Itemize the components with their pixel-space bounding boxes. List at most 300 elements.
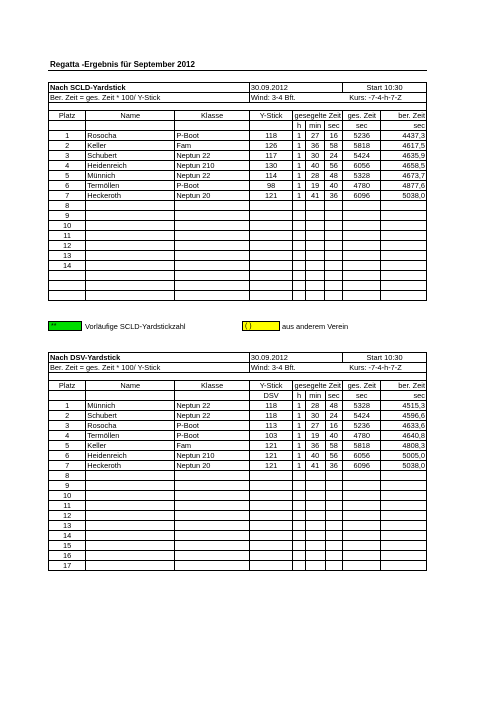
col-header-klasse: Klasse	[175, 381, 250, 391]
cell-klasse	[175, 251, 250, 261]
cell-ges-zeit	[343, 241, 381, 251]
cell-sec: 36	[325, 191, 343, 201]
cell-h	[293, 211, 305, 221]
cell-ber-zeit	[381, 251, 427, 261]
cell-sec	[325, 511, 343, 521]
cell-ber-zeit: 4617,5	[381, 141, 427, 151]
cell-klasse: Neptun 22	[175, 401, 250, 411]
cell-ges-zeit	[343, 291, 381, 301]
cell-platz: 4	[49, 161, 86, 171]
table-heading-row	[49, 353, 427, 363]
cell-sec	[325, 201, 343, 211]
cell-ges-zeit: 5236	[343, 131, 381, 141]
formula-text: Ber. Zeit = ges. Zeit * 100/ Y-Stick	[49, 363, 250, 373]
cell-ystick: 98	[249, 181, 292, 191]
cell-h	[293, 471, 305, 481]
cell-min: 27	[305, 421, 325, 431]
cell-min	[305, 491, 325, 501]
cell-h	[293, 541, 305, 551]
cell-klasse	[175, 491, 250, 501]
cell-ber-zeit	[381, 531, 427, 541]
table-row	[49, 431, 427, 441]
cell-ber-zeit: 5038,0	[381, 461, 427, 471]
cell-klasse	[175, 551, 250, 561]
cell-h: 1	[293, 191, 305, 201]
table-row	[49, 511, 427, 521]
cell-h	[293, 251, 305, 261]
cell-ber-zeit: 4658,5	[381, 161, 427, 171]
cell-h: 1	[293, 441, 305, 451]
cell-ystick: 121	[249, 441, 292, 451]
cell-ystick	[249, 471, 292, 481]
cell-ber-zeit: 4808,3	[381, 441, 427, 451]
cell-sec	[325, 501, 343, 511]
cell-sec	[325, 231, 343, 241]
cell-sec	[325, 531, 343, 541]
cell-ges-zeit: 5424	[343, 151, 381, 161]
page-title: Regatta -Ergebnis für September 2012	[50, 60, 195, 69]
cell-platz: 1	[49, 401, 86, 411]
cell-sec: 24	[325, 151, 343, 161]
unit-ges: sec	[343, 121, 381, 131]
cell-h: 1	[293, 421, 305, 431]
cell-platz: 4	[49, 431, 86, 441]
table-row	[49, 441, 427, 451]
cell-h	[293, 511, 305, 521]
spacer-row	[49, 103, 427, 111]
cell-ber-zeit: 4640,8	[381, 431, 427, 441]
unit-ystick	[249, 121, 292, 131]
cell-name	[86, 251, 175, 261]
cell-h: 1	[293, 181, 305, 191]
cell-klasse: Neptun 22	[175, 411, 250, 421]
cell-klasse: Neptun 22	[175, 151, 250, 161]
table-row	[49, 191, 427, 201]
cell-sec	[325, 251, 343, 261]
cell-min: 36	[305, 141, 325, 151]
units-row	[49, 391, 427, 401]
spacer-cell	[49, 373, 427, 381]
table-row	[49, 281, 427, 291]
cell-ber-zeit	[381, 511, 427, 521]
col-header-klasse: Klasse	[175, 111, 250, 121]
cell-sec	[325, 551, 343, 561]
cell-ystick	[249, 501, 292, 511]
cell-h	[293, 271, 305, 281]
cell-platz: 1	[49, 131, 86, 141]
cell-platz: 3	[49, 151, 86, 161]
table-row	[49, 201, 427, 211]
table-row	[49, 541, 427, 551]
cell-ystick: 121	[249, 451, 292, 461]
cell-ges-zeit	[343, 201, 381, 211]
cell-min	[305, 291, 325, 301]
cell-klasse: Neptun 20	[175, 191, 250, 201]
title-underline	[48, 70, 427, 71]
cell-platz: 8	[49, 201, 86, 211]
cell-sec	[325, 271, 343, 281]
cell-sec	[325, 211, 343, 221]
cell-klasse	[175, 241, 250, 251]
cell-min	[305, 501, 325, 511]
cell-min	[305, 241, 325, 251]
cell-platz: 10	[49, 221, 86, 231]
cell-name: Keller	[86, 141, 175, 151]
cell-name	[86, 561, 175, 571]
spacer-cell	[325, 83, 343, 93]
unit-ber: sec	[381, 121, 427, 131]
cell-klasse	[175, 271, 250, 281]
cell-h	[293, 491, 305, 501]
cell-h	[293, 521, 305, 531]
cell-ber-zeit	[381, 211, 427, 221]
cell-ges-zeit	[343, 561, 381, 571]
cell-sec	[325, 561, 343, 571]
cell-min	[305, 511, 325, 521]
cell-sec	[325, 221, 343, 231]
cell-sec	[325, 521, 343, 531]
table-row	[49, 221, 427, 231]
cell-h	[293, 281, 305, 291]
col-header-ber-zeit: ber. Zeit	[381, 111, 427, 121]
table-info-row	[49, 363, 427, 373]
cell-min: 40	[305, 451, 325, 461]
cell-h	[293, 561, 305, 571]
cell-name	[86, 501, 175, 511]
cell-klasse	[175, 541, 250, 551]
cell-platz: 9	[49, 211, 86, 221]
cell-platz: 13	[49, 251, 86, 261]
cell-klasse: Neptun 210	[175, 161, 250, 171]
cell-ystick	[249, 561, 292, 571]
col-header-ystick: Y-Stick	[249, 111, 292, 121]
cell-sec: 24	[325, 411, 343, 421]
cell-h	[293, 291, 305, 301]
cell-ystick: 118	[249, 401, 292, 411]
cell-h: 1	[293, 151, 305, 161]
cell-ges-zeit: 6056	[343, 161, 381, 171]
cell-name	[86, 281, 175, 291]
table-row	[49, 271, 427, 281]
cell-min: 41	[305, 191, 325, 201]
units-cell	[86, 121, 175, 131]
cell-ges-zeit	[343, 261, 381, 271]
cell-ber-zeit	[381, 471, 427, 481]
start-time: Start 10:30	[343, 353, 427, 363]
cell-sec: 56	[325, 451, 343, 461]
cell-klasse	[175, 511, 250, 521]
cell-ber-zeit: 5005,0	[381, 451, 427, 461]
cell-platz: 15	[49, 541, 86, 551]
start-time: Start 10:30	[343, 83, 427, 93]
cell-name: Münnich	[86, 401, 175, 411]
column-header-row	[49, 111, 427, 121]
legend-green-swatch	[48, 321, 82, 331]
cell-ges-zeit	[343, 531, 381, 541]
cell-klasse	[175, 481, 250, 491]
cell-ges-zeit	[343, 271, 381, 281]
cell-sec: 16	[325, 421, 343, 431]
cell-ber-zeit	[381, 551, 427, 561]
table-row	[49, 471, 427, 481]
units-cell	[86, 391, 175, 401]
cell-h: 1	[293, 411, 305, 421]
cell-sec	[325, 241, 343, 251]
cell-ber-zeit: 4633,6	[381, 421, 427, 431]
cell-ystick	[249, 521, 292, 531]
cell-ystick	[249, 491, 292, 501]
cell-klasse	[175, 201, 250, 211]
cell-min: 19	[305, 181, 325, 191]
table-row	[49, 211, 427, 221]
cell-ystick	[249, 231, 292, 241]
cell-sec	[325, 541, 343, 551]
cell-ges-zeit	[343, 481, 381, 491]
units-cell	[175, 121, 250, 131]
units-cell	[49, 391, 86, 401]
cell-name	[86, 271, 175, 281]
cell-klasse: P-Boot	[175, 431, 250, 441]
cell-sec: 16	[325, 131, 343, 141]
table-info-row	[49, 93, 427, 103]
cell-ystick	[249, 551, 292, 561]
spacer-row	[49, 373, 427, 381]
cell-name: Heckeroth	[86, 461, 175, 471]
table-row	[49, 131, 427, 141]
cell-platz: 11	[49, 231, 86, 241]
units-row	[49, 121, 427, 131]
cell-h: 1	[293, 171, 305, 181]
cell-sec: 56	[325, 161, 343, 171]
cell-ber-zeit	[381, 541, 427, 551]
cell-sec	[325, 481, 343, 491]
cell-ges-zeit: 5328	[343, 171, 381, 181]
cell-klasse: P-Boot	[175, 131, 250, 141]
cell-ber-zeit	[381, 201, 427, 211]
cell-h	[293, 501, 305, 511]
cell-name	[86, 551, 175, 561]
cell-name: Rosocha	[86, 421, 175, 431]
unit-h: h	[293, 121, 305, 131]
cell-name	[86, 471, 175, 481]
scld-results-table	[48, 82, 427, 301]
cell-ges-zeit: 5328	[343, 401, 381, 411]
cell-min: 30	[305, 151, 325, 161]
cell-h	[293, 201, 305, 211]
unit-sec: sec	[325, 121, 343, 131]
table-row	[49, 241, 427, 251]
cell-platz: 14	[49, 261, 86, 271]
unit-sec: sec	[325, 391, 343, 401]
cell-sec: 58	[325, 141, 343, 151]
cell-sec: 40	[325, 431, 343, 441]
table-row	[49, 461, 427, 471]
table-row	[49, 491, 427, 501]
cell-platz	[49, 281, 86, 291]
cell-name: Termöllen	[86, 431, 175, 441]
cell-ystick: 118	[249, 131, 292, 141]
table-row	[49, 231, 427, 241]
cell-ystick	[249, 251, 292, 261]
cell-name	[86, 541, 175, 551]
cell-ystick: 117	[249, 151, 292, 161]
cell-klasse: Neptun 20	[175, 461, 250, 471]
cell-platz: 5	[49, 171, 86, 181]
cell-platz	[49, 291, 86, 301]
cell-ges-zeit: 5818	[343, 141, 381, 151]
cell-ber-zeit	[381, 521, 427, 531]
cell-ystick: 121	[249, 461, 292, 471]
cell-klasse	[175, 501, 250, 511]
table-row	[49, 501, 427, 511]
cell-ges-zeit: 4780	[343, 431, 381, 441]
cell-min	[305, 211, 325, 221]
cell-min: 19	[305, 431, 325, 441]
cell-name: Schubert	[86, 151, 175, 161]
cell-name	[86, 291, 175, 301]
cell-ber-zeit	[381, 221, 427, 231]
cell-name	[86, 481, 175, 491]
cell-min	[305, 531, 325, 541]
cell-h	[293, 231, 305, 241]
col-header-ges-zeit: ges. Zeit	[343, 111, 381, 121]
cell-h: 1	[293, 451, 305, 461]
col-header-ber-zeit: ber. Zeit	[381, 381, 427, 391]
cell-platz: 3	[49, 421, 86, 431]
cell-ber-zeit	[381, 561, 427, 571]
cell-ystick: 113	[249, 421, 292, 431]
cell-min	[305, 271, 325, 281]
cell-ystick	[249, 271, 292, 281]
cell-min	[305, 251, 325, 261]
table-row	[49, 251, 427, 261]
cell-min	[305, 281, 325, 291]
table-row	[49, 551, 427, 561]
cell-platz: 6	[49, 451, 86, 461]
cell-name	[86, 491, 175, 501]
cell-klasse: P-Boot	[175, 421, 250, 431]
cell-ystick: 114	[249, 171, 292, 181]
cell-h	[293, 481, 305, 491]
table-row	[49, 561, 427, 571]
wind-info: Wind: 3-4 Bft.	[249, 93, 325, 103]
table-row	[49, 411, 427, 421]
cell-ges-zeit	[343, 211, 381, 221]
cell-ystick: 118	[249, 411, 292, 421]
cell-klasse	[175, 471, 250, 481]
unit-h: h	[293, 391, 305, 401]
unit-ges: sec	[343, 391, 381, 401]
cell-sec	[325, 491, 343, 501]
cell-klasse: Neptun 22	[175, 171, 250, 181]
cell-min: 28	[305, 401, 325, 411]
cell-name: Keller	[86, 441, 175, 451]
cell-min: 40	[305, 161, 325, 171]
cell-h	[293, 551, 305, 561]
table-row	[49, 421, 427, 431]
cell-klasse	[175, 531, 250, 541]
cell-sec	[325, 261, 343, 271]
cell-ges-zeit	[343, 281, 381, 291]
cell-min	[305, 201, 325, 211]
cell-ber-zeit: 4596,6	[381, 411, 427, 421]
cell-klasse	[175, 261, 250, 271]
cell-ges-zeit	[343, 471, 381, 481]
cell-ges-zeit	[343, 491, 381, 501]
cell-ber-zeit: 4673,7	[381, 171, 427, 181]
course-info: Kurs: -7-4-h-7-Z	[325, 363, 427, 373]
cell-min	[305, 221, 325, 231]
cell-name	[86, 241, 175, 251]
cell-min	[305, 521, 325, 531]
cell-ber-zeit: 5038,0	[381, 191, 427, 201]
cell-klasse	[175, 521, 250, 531]
cell-min: 30	[305, 411, 325, 421]
cell-klasse: Fam	[175, 441, 250, 451]
legend-green-text: Vorläufige SCLD-Yardstickzahl	[85, 322, 186, 331]
cell-ystick	[249, 201, 292, 211]
cell-ber-zeit: 4877,6	[381, 181, 427, 191]
cell-platz: 10	[49, 491, 86, 501]
cell-min	[305, 261, 325, 271]
cell-ber-zeit	[381, 231, 427, 241]
cell-h: 1	[293, 131, 305, 141]
cell-platz: 12	[49, 241, 86, 251]
cell-name: Rosocha	[86, 131, 175, 141]
cell-platz: 12	[49, 511, 86, 521]
table-row	[49, 141, 427, 151]
cell-min: 36	[305, 441, 325, 451]
cell-name: Heidenreich	[86, 451, 175, 461]
cell-ystick	[249, 241, 292, 251]
cell-platz: 7	[49, 191, 86, 201]
unit-ber: sec	[381, 391, 427, 401]
table-row	[49, 261, 427, 271]
cell-h: 1	[293, 141, 305, 151]
units-cell	[49, 121, 86, 131]
cell-ges-zeit	[343, 501, 381, 511]
col-header-gesegelt: gesegelte Zeit	[294, 381, 341, 390]
table-row	[49, 531, 427, 541]
cell-sec	[325, 291, 343, 301]
cell-ges-zeit: 5818	[343, 441, 381, 451]
cell-ber-zeit	[381, 491, 427, 501]
cell-name	[86, 221, 175, 231]
table-row	[49, 451, 427, 461]
cell-h	[293, 261, 305, 271]
cell-ges-zeit: 5424	[343, 411, 381, 421]
cell-klasse: Fam	[175, 141, 250, 151]
cell-platz: 7	[49, 461, 86, 471]
cell-h: 1	[293, 431, 305, 441]
cell-ges-zeit	[343, 511, 381, 521]
cell-ges-zeit: 6096	[343, 191, 381, 201]
cell-name	[86, 231, 175, 241]
cell-klasse	[175, 561, 250, 571]
cell-name	[86, 521, 175, 531]
cell-min	[305, 481, 325, 491]
cell-platz: 2	[49, 141, 86, 151]
legend-yellow-marker: ( )	[245, 323, 252, 330]
cell-sec: 48	[325, 171, 343, 181]
cell-ystick: 121	[249, 191, 292, 201]
cell-name	[86, 531, 175, 541]
cell-ber-zeit	[381, 241, 427, 251]
cell-platz: 9	[49, 481, 86, 491]
cell-name: Termöllen	[86, 181, 175, 191]
cell-platz: 5	[49, 441, 86, 451]
cell-sec: 36	[325, 461, 343, 471]
